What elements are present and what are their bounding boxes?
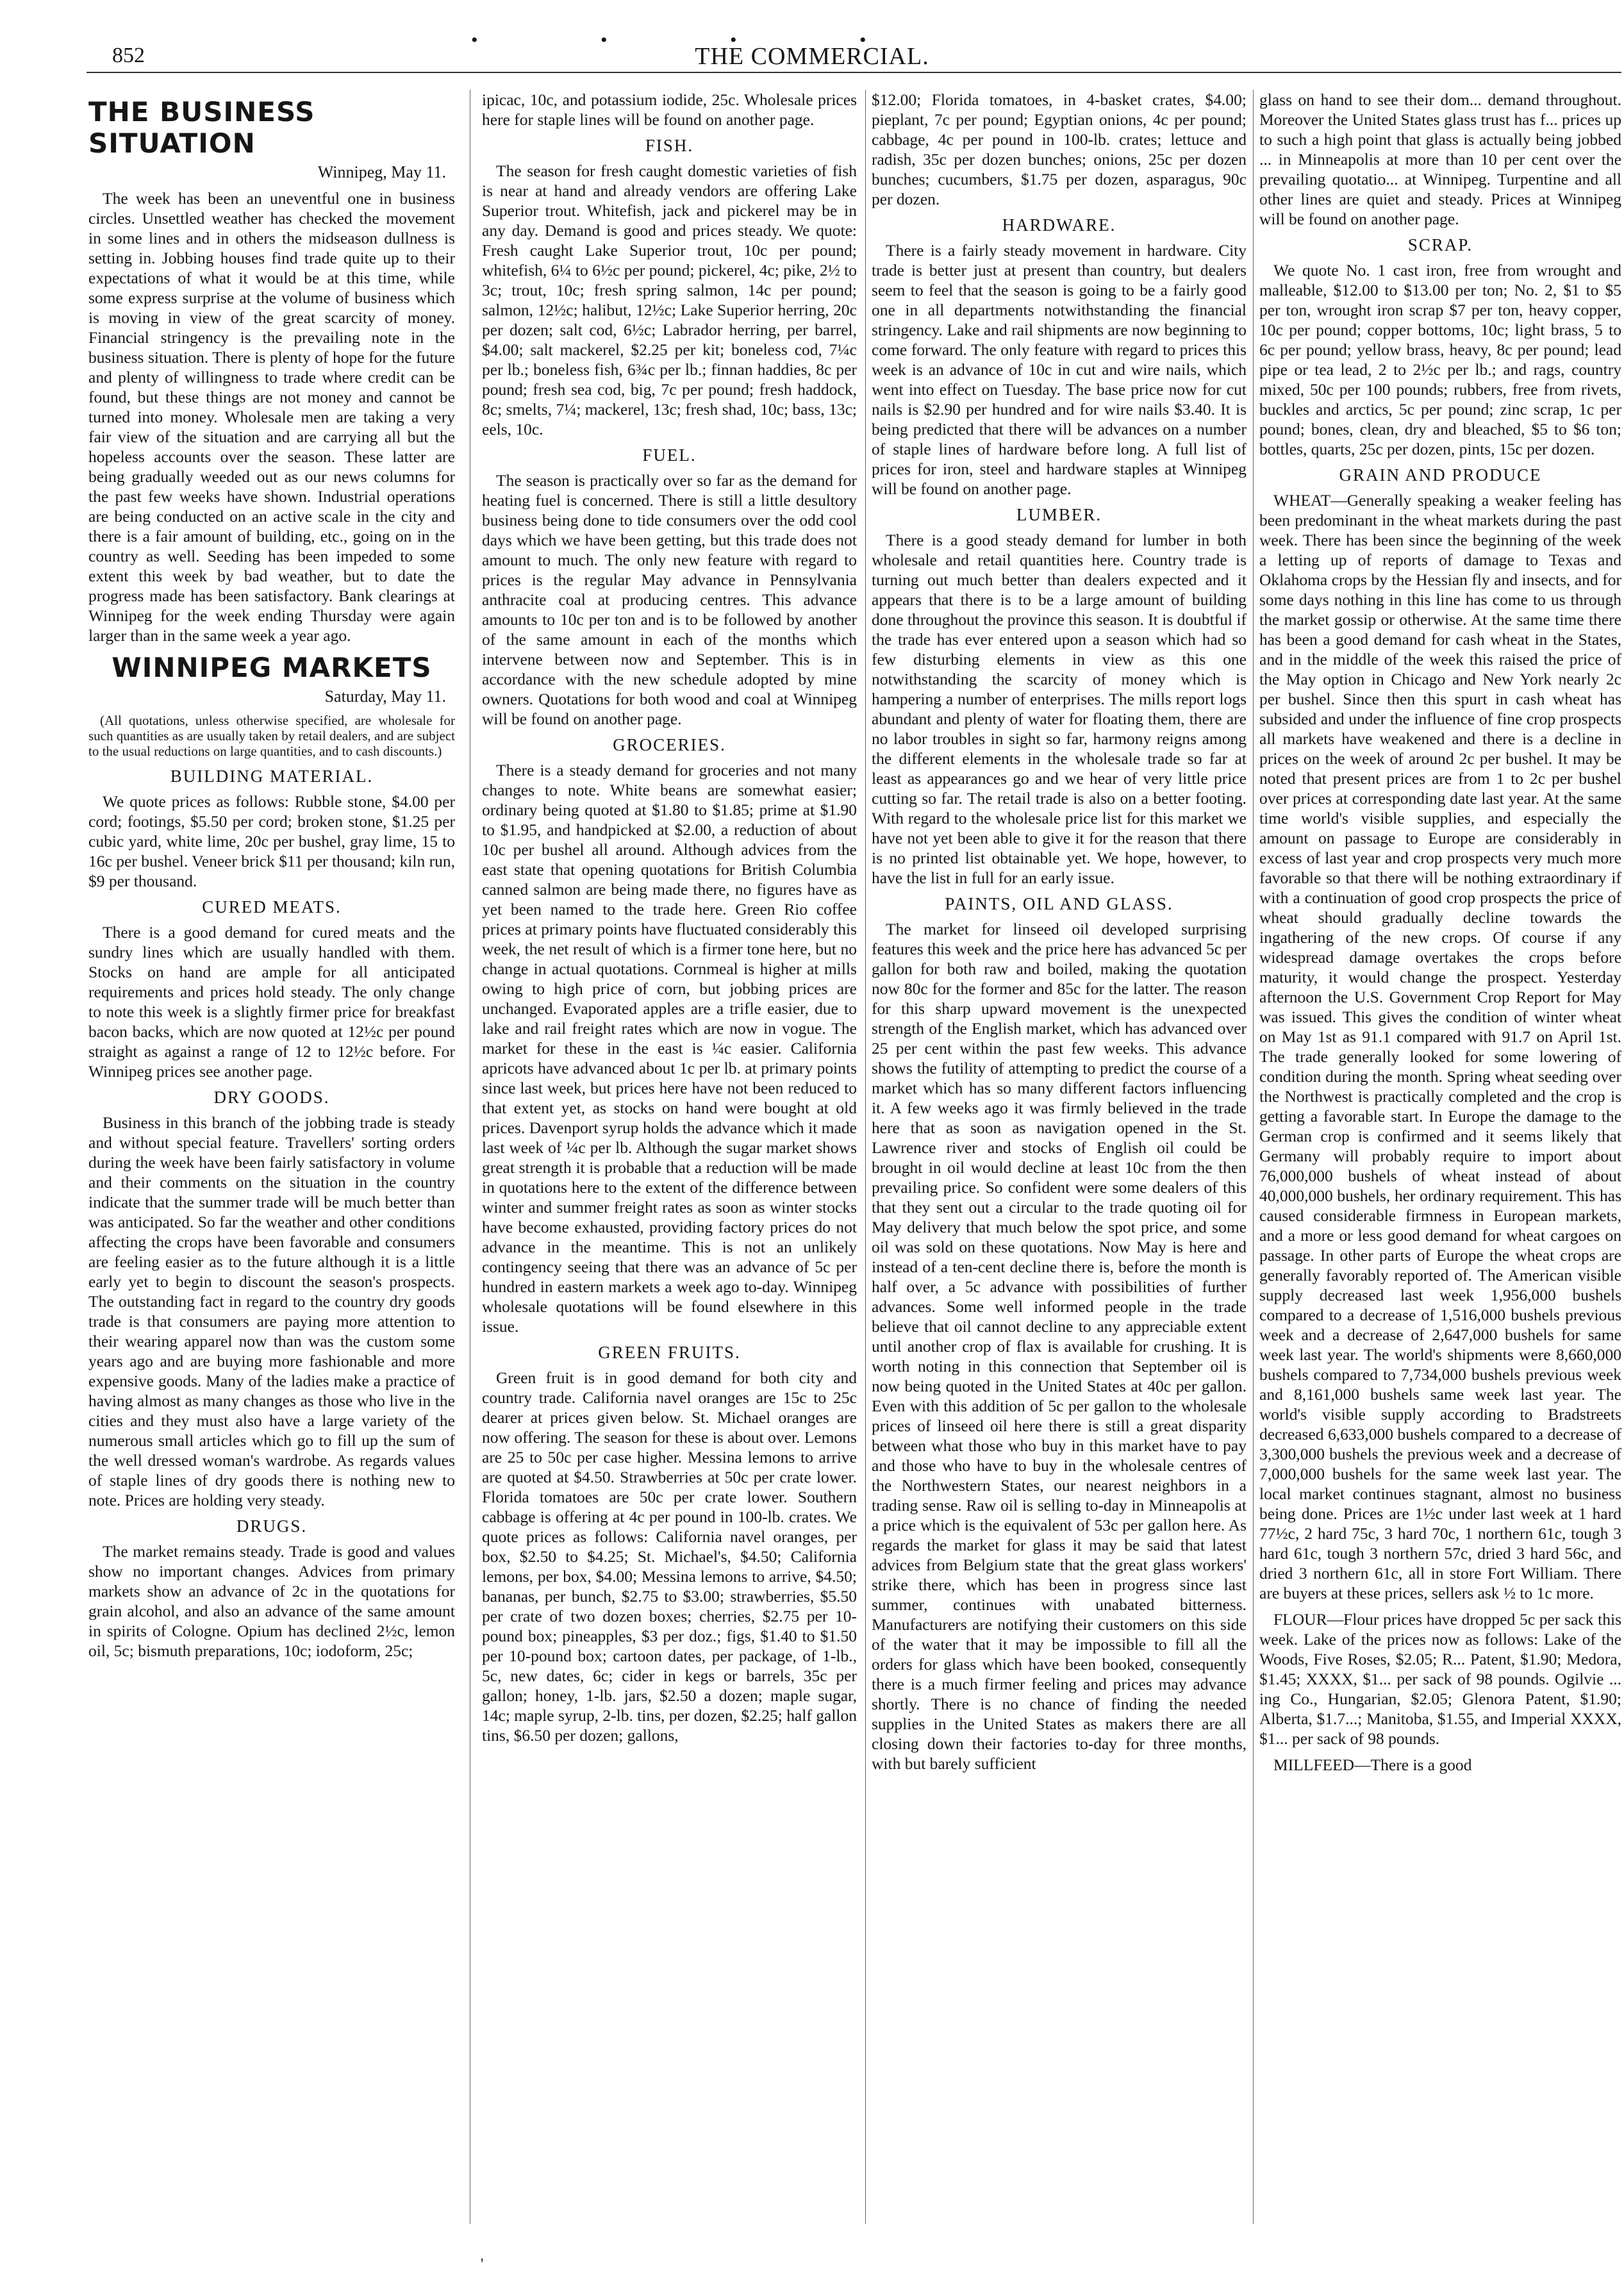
green-fruits-continued-text: $12.00; Florida tomatoes, in 4-basket crates, $4.00; pieplant, 7c per pound; Egyptian onions, 4c per pound; cabbage, 4c per pound in 100-lb. crates; lettuce and radish, 35c per dozen bunches; onions, 25c per dozen bunches; cucumbers, $1.75 per dozen, asparagus, 90c per dozen. [872,90,1247,208]
column-4 [1259,90,1621,2256]
business-situation-text: The week has been an uneventful one in business circles. Unsettled weather has checked the movement in some lines and in others the midseason dullness is setting in. Jobbing houses find trade quite up to their expectations of what it would be at this time, while some express surprise at the volume of business which is moving in view of the great scarcity of money. Financial stringency is the prevailing note in the business situation. There is plenty of hope for the future and plenty of willingness to trade where credit can be found, but these things are not money and cannot be turned into money. Wholesale men are taking a very fair view of the situation and are carrying all but the hopeless accounts over the season. These latter are being gradually weeded out as our news columns for the past few weeks have shown. Industrial operations are being conducted on an active scale in the city and there is a fair amount of building, etc., going on in the country as well. Seeding has been impeded to some extent this week by bad weather, but to date the progress made has been satisfactory. Bank clearings at Winnipeg for the week ending Thursday were again larger than in the same week a year ago. [88,189,455,645]
cured-meats-text: There is a good demand for cured meats and the sundry lines which are usually handled with them. Stocks on hand are ample for all anticipated requirements and prices hold steady. The only change to note this week is a slightly firmer price for breakfast bacon backs, which are now quoted at 12½c per pound straight as against a range of 12 to 12½c before. For Winnipeg prices see another page. [88,923,455,1081]
section-heading-fish: FISH. [645,136,694,155]
column-2 [482,90,857,2256]
section-heading-building: BUILDING MATERIAL. [170,767,374,786]
column-divider [1253,90,1254,2224]
column-1 [88,90,455,2256]
page-number: 852 [112,44,145,67]
section-heading-paints: PAINTS, OIL AND GLASS. [945,894,1173,913]
wheat-text: WHEAT—Generally speaking a weaker feeling has been predominant in the wheat markets during the past week. There has been since the beginning of the week a letting up of reports of damage to Texas and Oklahoma crops by the Hessian fly and insects, and for some days nothing in this line has come to us through the market gossip or otherwise. At the same time there has been a good demand for cash wheat in the States, and in the middle of the week this raised the price of the May option in Chicago and New York nearly 2c per bushel. Since then this spurt in cash wheat has subsided and under the influence of fine crop prospects all markets have weakened and there is a decline in prices on the week of around 2c per bushel. It may be noted that present prices are from 1 to 2c per bushel over prices at corresponding date last year. At the same time world's visible supplies, and especially the amount on passage to Europe are considerably in excess of last year and crop prospects very much more favorable so that there will be nothing extraordinary if with a continuation of good crop prospects the price of wheat should gradually decline towards the ingathering of the new crops. Of course if any widespread damage overtakes the crops before maturity, it would change the prospect. Yesterday afternoon the U.S. Government Crop Report for May was issued. This gives the condition of winter wheat on May 1st as 91.1 compared with 91.7 on April 1st. The trade generally looked for some lowering of condition during the month. Spring wheat seeding over the Northwest is practically completed and the crop is getting a favorable start. In Europe the damage to the German crop is confirmed and it seems likely that Germany will probably require to import about 76,000,000 bushels of wheat instead of about 40,000,000 bushels, her ordinary requirement. This has caused considerable firmness in European markets, and a more or less good demand for wheat cargoes on passage. In other parts of Europe the wheat crops are generally favorably reported of. The American visible supply decreased last week 1,956,000 bushels compared to a decrease of 1,516,000 bushels previous week and a decrease of 2,647,000 bushels for same week last year. The world's shipments were 8,660,000 bushels compared to 7,734,000 bushels previous week and 8,161,000 bushels same week last year. The world's visible supply according to Bradstreets decreased 6,633,000 bushels compared to a decrease of 3,300,000 bushels the previous week and a decrease of 7,000,000 bushels for the same week last year. The local market continues stagnant, almost no business being done. Prices are 1½c under last week at 1 hard 77½c, 2 hard 75c, 3 hard 70c, 1 northern 61c, tough 3 hard 61c, tough 3 northern 57c, dried 3 hard 56c, and dried 3 northern 61c, all in store Fort William. There are buyers at these prices, sellers ask ½ to 1c more. [1259,491,1621,1602]
lumber-text: There is a good steady demand for lumber in both wholesale and retail quantities here. Country trade is turning out much better than dealers expected and it appears that there is to be a large amount of building done throughout the province this season. It is doubtful if the trade has ever entered upon a season which had so few disturbing elements in view as this one notwithstanding the scarcity of money which is hampering a number of enterprises. The mills report logs abundant and plenty of water for floating them, there are no labor troubles in sight so far, harmony reigns among the different elements in the wholesale trade so far at least as appearances go and we hear of very little price cutting so far. The retail trade is also on a better footing. With regard to the wholesale price list for this market we have not yet been able to give it for the reason that there is no printed list obtainable yet. We hope, however, to have the list in full for an early issue. [872,531,1247,887]
section-heading-cured-meats: CURED MEATS. [202,897,342,917]
paints-text: The market for linseed oil developed surprising features this week and the price here has advanced 5c per gallon for both raw and boiled, making the quotation now 80c for the former and 85c for the latter. The reason for this sharp upward movement is the unexpected strength of the English market, which has advanced over 25 per cent within the past few weeks. This advance shows the futility of attempting to predict the course of a market which has so many different factors influencing it. A few weeks ago it was firmly believed in the trade here that as soon as navigation opened in the St. Lawrence river and stocks of English oil could be brought in oil would decline at least 10c from the then prevailing price. So confident were some dealers of this that they sent out a circular to the trade quoting oil for May delivery that much below the spot price, and some oil was sold on these quotations. Now May is here and instead of a ten-cent decline there is, before the month is half over, a 5c advance with possibilities of further advances. Some well informed people in the trade believe that oil cannot decline to any appreciable extent until another crop of flax is available for crushing. It is worth noting in this connection that September oil is now being quoted in the United States at 40c per gallon. Even with this addition of 5c per gallon to the wholesale prices of linseed oil here there is still a great disparity between what those who buy in this market have to pay and those who have to buy in the wholesale centres of the Northwestern States, our nearest neighbors in a trading sense. Raw oil is selling to-day in Minneapolis at a price which is the equivalent of 53c per gallon here. As regards the market for glass it may be said that latest advices from Belgium state that the great glass workers' strike there, which has been in progress since last summer, continues with unabated bitterness. Manufacturers are notifying their customers on this side of the water that it may be impossible to fill all the orders for glass which have been booked, consequently there is a much firmer feeling and prices may advance shortly. There is no chance of finding the needed supplies in the United States as makers there are all closing down their factories to-day for three months, with but barely sufficient [872,920,1247,1773]
dry-goods-text: Business in this branch of the jobbing trade is steady and without special feature. Travellers' sorting orders during the week have been fairly satisfactory in volume and their comments on the situation in the country indicate that the summer trade will be much better than was anticipated. So far the weather and other conditions affecting the crops have been favorable and consumers are feeling easier as to the future although it is a little early yet to begin to discount the season's prospects. The outstanding fact in regard to the country dry goods trade is that consumers are paying more attention to their wearing apparel now than was the custom some years ago and are buying more fashionable and more expensive goods. Many of the ladies make a practice of having almost as many changes as those who live in the cities and they must also have a large variety of the numerous small articles which go to fill up the sum of the well dressed woman's wardrobe. As regards values of staple lines of dry goods there is nothing new to note. Prices are holding very steady. [88,1113,455,1509]
green-fruits-text: Green fruit is in good demand for both city and country trade. California navel oranges are 15c to 25c dearer at prices given below. St. Michael oranges are now offering. The season for these is about over. Lemons are 25 to 50c per case higher. Messina lemons to arrive are quoted at $4.50. Strawberries at 50c per crate lower. Florida tomatoes are 50c per crate lower. Southern cabbage is offering at 4c per pound in 100-lb. crates. We quote prices as follows: California navel oranges, per box, $2.50 to $4.25; St. Michael's, $4.50; California lemons, per box, $4.00; Messina lemons to arrive, $4.50; bananas, per bunch, $2.75 to $3.00; strawberries, $5.50 per crate of two dozen boxes; cherries, $2.75 per 10-pound box; pineapples, $3 per doz.; figs, $1.40 to $1.50 per 10-pound box; cartoon dates, per package, of 1-lb., 5c, new dates, 6c; cider in kegs or barrels, 35c per gallon; honey, 1-lb. jars, $2.50 a dozen; maple sugar, 14c; maple syrup, 2-lb. tins, per dozen, $2.25; half gallon tins, $6.50 per dozen; gallons, [482,1368,857,1745]
building-text: We quote prices as follows: Rubble stone, $4.00 per cord; footings, $5.50 per cord; broken stone, $1.25 per cubic yard, white lime, 20c per bushel, gray lime, 15 to 16c per bushel. Veneer brick $11 per thousand; kiln run, $9 per thousand. [88,792,455,890]
section-heading-groceries: GROCERIES. [613,735,726,754]
section-heading-lumber: LUMBER. [1016,505,1102,524]
drugs-text: The market remains steady. Trade is good and values show no important changes. Advices from primary markets show an advance of 2c in the quotations for grain alcohol, and also an advance of the same amount in spirits of Cologne. Opium has declined 2½c, lemon oil, 5c; bismuth preparations, 10c; iodoform, 25c; [88,1542,455,1660]
column-divider [865,90,866,2224]
fish-text: The season for fresh caught domestic varieties of fish is near at hand and already vendors are offering Lake Superior trout. Whitefish, jack and pickerel may be in any day. Demand is good and prices steady. We quote: Fresh caught Lake Superior trout, 10c per pound; whitefish, 6¼ to 6½c per pound; pickerel, 4c; pike, 2½ to 3c; trout, 10c; fresh spring salmon, 14c per pound; salmon, 12½c; halibut, 12½c; Lake Superior herring, 20c per dozen; salt cod, 6½c; Labrador herring, per barrel, $4.00; salt mackerel, $2.25 per kit; boneless cod, 7¼c per lb.; boneless fish, 6¾c per lb.; finnan haddies, 8c per pound; fresh sea cod, big, 7c per pound; fresh haddock, 8c; smelts, 7¼; mackerel, 13c; fresh shad, 10c; bass, 13c; eels, 10c. [482,162,857,438]
quotations-note: (All quotations, unless otherwise specified, are wholesale for such quantities as are usually taken by retail dealers, and are subject to the usual reductions on large quantities, and to cash discounts.) [88,713,455,759]
section-heading-hardware: HARDWARE. [1002,215,1116,235]
section-heading-drugs: DRUGS. [236,1516,308,1536]
winnipeg-markets-title: WINNIPEG MARKETS [112,652,432,683]
header-rule [87,72,1621,73]
section-heading-grain: GRAIN AND PRODUCE [1339,465,1542,485]
dateline: Winnipeg, May 11. [317,163,446,181]
scrap-text: We quote No. 1 cast iron, free from wrought and malleable, $12.00 to $13.00 per ton; No. 2, $1 to $5 per ton, wrought iron scrap $7 per ton, heavy copper, 10c per pound; copper bottoms, 10c; light brass, 5 to 6c per pound; yellow brass, heavy, 8c per pound; lead pipe or tea lead, 2 to 2½c per lb.; and rags, country mixed, 50c per 100 pounds; rubbers, free from rivets, buckles and arctics, 5c per pound; zinc scrap, 1c per pound; bones, clean, dry and bleached, $5 to $6 ton; bottles, quarts, 25c per dozen, pints, 15c per dozen. [1259,261,1621,458]
millfeed-text: MILLFEED—There is a good [1273,1756,1472,1774]
hardware-text: There is a fairly steady movement in hardware. City trade is better just at present than country, but dealers seem to feel that the season is going to be a fairly good one in all departments notwithstanding the financial stringency. Lake and rail shipments are now beginning to come forward. The only feature with regard to prices this week is an advance of 10c in cut and wire nails, which went into effect on Tuesday. The base price now for cut nails is $2.90 per hundred and for wire nails $3.40. It is being predicted that there will be advances on a number of staple lines of hardware before long. A full list of prices for iron, steel and hardware staples at Winnipeg will be found on another page. [872,241,1247,498]
groceries-text: There is a steady demand for groceries and not many changes to note. White beans are somewhat easier; ordinary being quoted at $1.80 to $1.85; prime at $1.90 to $1.95, and handpicked at $2.00, a reduction of about 10c per bushel all around. Although advices from the east state that opening quotations for British Columbia canned salmon are being made there, no figures have as yet been named to the trade here. Green Rio coffee prices at primary points have fluctuated considerably this week, the net result of which is a firmer tone here, but no change in actual quotations. Cornmeal is higher at mills owing to high price of corn, but jobbing prices are unchanged. Evaporated apples are a trifle easier, due to lake and rail freight rates which are now in vogue. The market for these in the east is ¼c easier. California apricots have advanced about 1c per lb. at primary points since last week, but prices here have not been reduced to that extent yet, as stocks on hand were bought at old prices. Davenport syrup holds the advance which it made last week of ¼c per lb. Although the sugar market shows great strength it is probable that a reduction will be made in quotations here to the extent of the difference between winter and summer freight rates as soon as winter stocks have become exhausted, providing factory prices do not advance in the meantime. This is not an unlikely contingency seeing that there was an advance of 5c per hundred in eastern markets a week ago to-day. Winnipeg wholesale quotations will be found elsewhere in this issue. [482,761,857,1336]
column-3 [872,90,1247,2256]
dateline: Saturday, May 11. [324,687,446,706]
publication-title: THE COMMERCIAL. [695,43,929,70]
top-marks: • • • • [471,29,925,51]
paints-continued-text: glass on hand to see their dom... demand throughout. Moreover the United States glass trust has f... prices up to such a high point that glass is actually being jobbed ... in Minneapolis at more than 10 per cent over the prevailing quotatio... at Winnipeg. Turpentine and all other lines are quiet and steady. Prices at Winnipeg will be found on another page. [1259,90,1621,228]
bottom-mark: ' [481,2256,484,2273]
flour-text: FLOUR—Flour prices have dropped 5c per sack this week. Lake of the prices now as follows: Lake of the Woods, Five Roses, $2.05; R... Patent, $1.90; Medora, $1.45; XXXX, $1... per sack of 98 pounds. Ogilvie ... ing Co., Hungarian, $2.05; Glenora Patent, $1.90; Alberta, $1.7...; Manitoba, $1.55, and Imperial XXXX, $1... per sack of 98 pounds. [1259,1610,1621,1748]
section-heading-dry-goods: DRY GOODS. [213,1088,330,1107]
business-situation-title: THE BUSINESS SITUATION [88,96,315,159]
section-heading-fuel: FUEL. [642,445,697,465]
drugs-continued-text: ipicac, 10c, and potassium iodide, 25c. Wholesale prices here for staple lines will be found on another page. [482,90,857,129]
fuel-text: The season is practically over so far as the demand for heating fuel is concerned. There is still a little desultory business being done to tide consumers over the odd cool days which we have been getting, but this trade does not amount to much. The only new feature with regard to prices is the regular May advance in Pennsylvania anthracite coal at producing centres. This advance amounts to 10c per ton and is to be followed by another of the same amount in each of the months which intervene between now and September. This is in accordance with the new schedule adopted by mine owners. Quotations for both wood and coal at Winnipeg will be found on another page. [482,471,857,728]
section-heading-green-fruits: GREEN FRUITS. [598,1343,741,1362]
section-heading-scrap: SCRAP. [1407,235,1473,254]
